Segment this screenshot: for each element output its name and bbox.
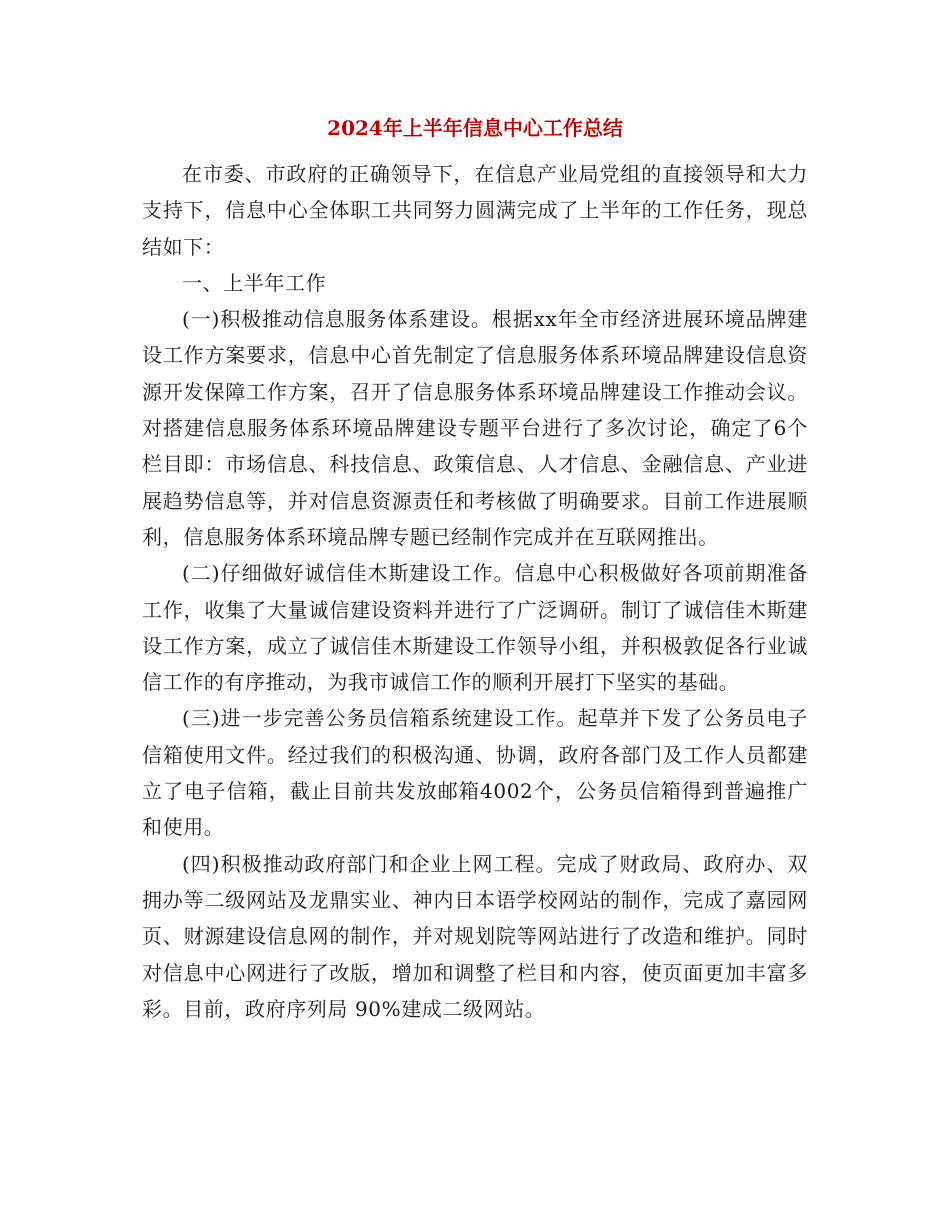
paragraph-civil-servant-mailbox: (三)进一步完善公务员信箱系统建设工作。起草并下发了公务员电子信箱使用文件。经过我们的积极沟通、协调，政府各部门及工作人员都建立了电子信箱，截止目前共发放邮箱4002个，公务员信箱得到普遍推广和使用。 (142, 706, 808, 840)
paragraph-info-service-system: (一)积极推动信息服务体系建设。根据xx年全市经济进展环境品牌建设工作方案要求，信息中心首先制定了信息服务体系环境品牌建设信息资源开发保障工作方案，召开了信息服务体系环境品牌建设工作推动会议。对搭建信息服务体系环境品牌建设专题平台进行了多次讨论，确定了6个栏目即：市场信息、科技信息、政策信息、人才信息、金融信息、产业进展趋势信息等，并对信息资源责任和考核做了明确要求。目前工作进展顺利，信息服务体系环境品牌专题已经制作完成并在互联网推出。 (142, 307, 808, 549)
paragraph-integrity-construction: (二)仔细做好诚信佳木斯建设工作。信息中心积极做好各项前期准备工作，收集了大量诚信建设资料并进行了广泛调研。制订了诚信佳木斯建设工作方案，成立了诚信佳木斯建设工作领导小组，并积极敦促各行业诚信工作的有序推动，为我市诚信工作的顺利开展打下坚实的基础。 (142, 561, 808, 695)
paragraph-intro: 在市委、市政府的正确领导下，在信息产业局党组的直接领导和大力支持下，信息中心全体职工共同努力圆满完成了上半年的工作任务，现总结如下： (142, 162, 808, 259)
paragraph-online-project: (四)积极推动政府部门和企业上网工程。完成了财政局、政府办、双拥办等二级网站及龙鼎实业、神内日本语学校网站的制作，完成了嘉园网页、财源建设信息网的制作，并对规划院等网站进行了改造和维护。同时对信息中心网进行了改版，增加和调整了栏目和内容，使页面更加丰富多彩。目前，政府序列局 90%建成二级网站。 (142, 851, 808, 1021)
document-title: 2024年上半年信息中心工作总结 (327, 116, 623, 140)
section-heading-first-half-work: 一、上半年工作 (182, 270, 327, 295)
document-body (142, 156, 808, 1027)
